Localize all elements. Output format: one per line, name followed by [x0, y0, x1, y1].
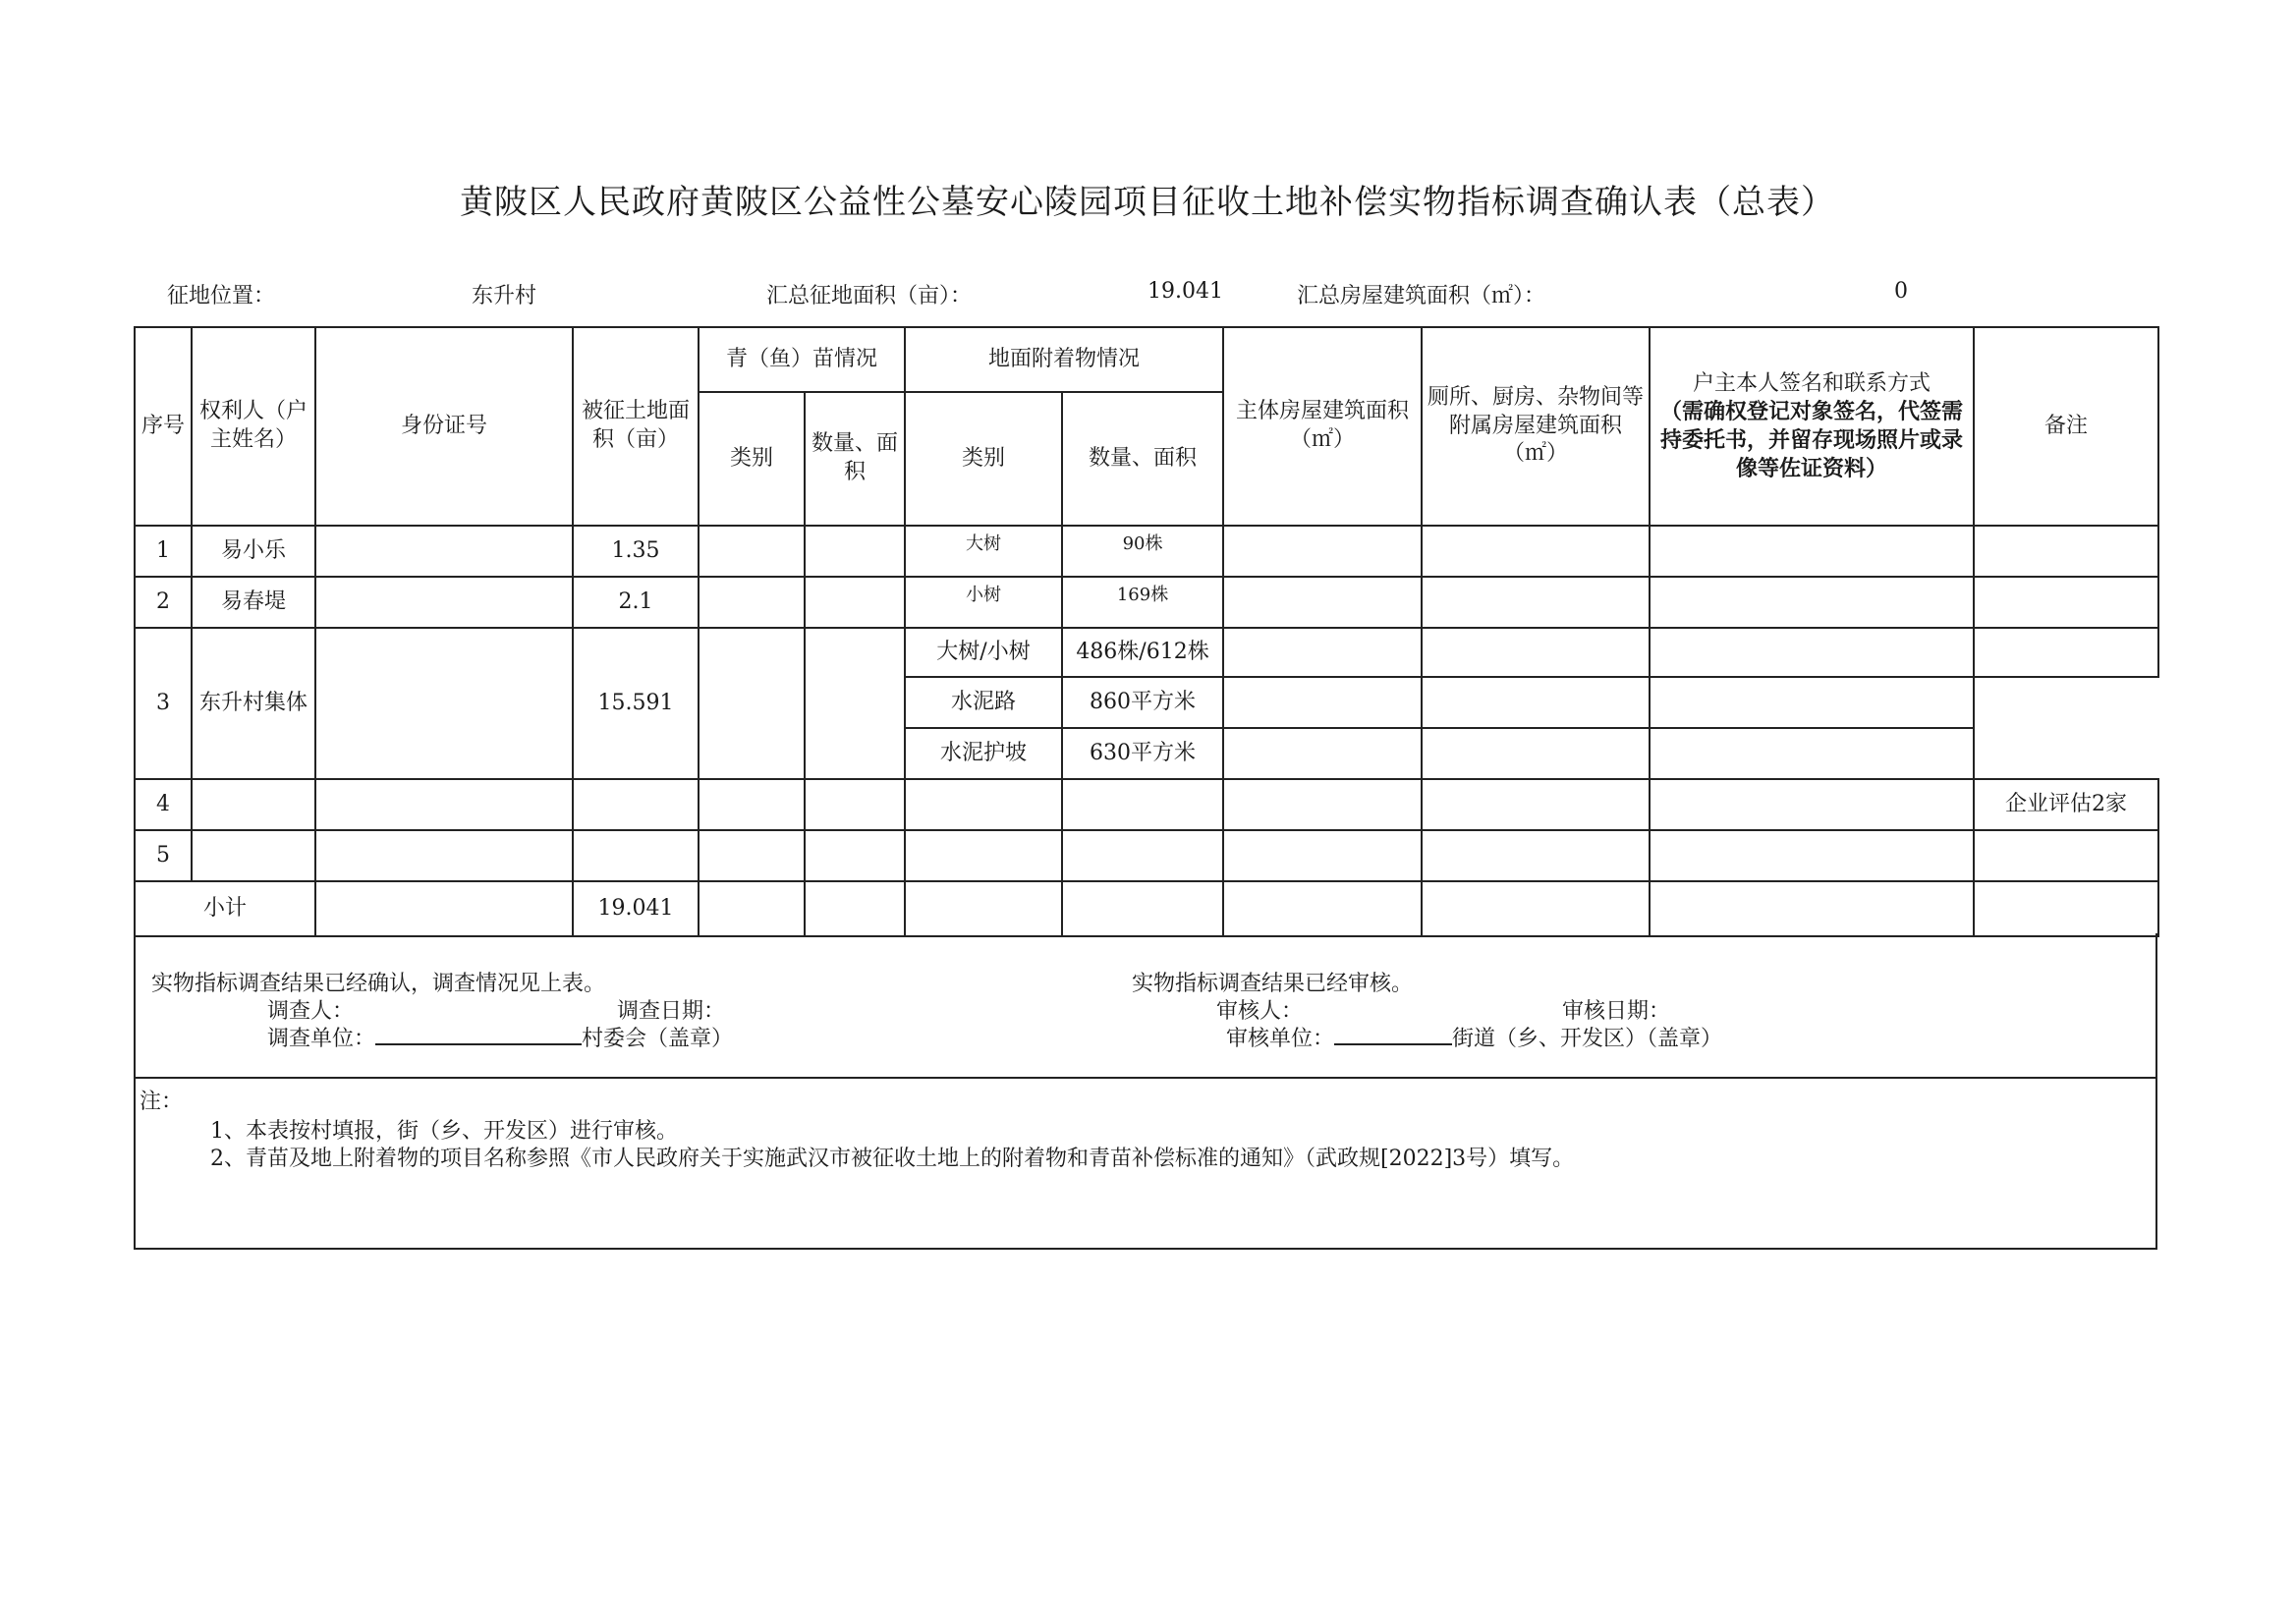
investigate-unit-label: 调查单位：	[267, 1027, 376, 1051]
table-row	[135, 577, 2158, 628]
row-attach-type: 水泥路	[905, 677, 1062, 728]
header-id: 身份证号	[315, 327, 573, 526]
table-row	[135, 628, 2158, 677]
right-confirm-text: 实物指标调查结果已经审核。	[1132, 972, 1414, 996]
village-committee-label: 村委会（盖章）	[582, 1027, 734, 1051]
signature-note: （需确权登记对象签名，代签需持委托书，并留存现场照片或录像等佐证资料）	[1660, 399, 1964, 481]
row-id	[315, 577, 573, 628]
row-owner: 易小乐	[192, 526, 315, 577]
notes-section	[134, 1079, 2157, 1250]
row-area: 15.591	[573, 628, 699, 779]
investigator-label: 调查人：	[267, 999, 355, 1024]
header-remark: 备注	[1974, 327, 2158, 526]
investigate-date-label: 调查日期：	[617, 999, 726, 1024]
total-land-value: 19.041	[1148, 279, 1223, 304]
review-unit-blank	[1334, 1024, 1452, 1045]
row-seq: 3	[135, 628, 192, 779]
header-crops-type: 类别	[699, 392, 805, 526]
street-label: 街道（乡、开发区）（盖章）	[1452, 1027, 1723, 1051]
row-owner: 东升村集体	[192, 628, 315, 779]
row-attach-type: 小树	[905, 577, 1062, 628]
total-building-value: 0	[1894, 279, 1908, 304]
row-attach-qty: 860平方米	[1062, 677, 1223, 728]
header-aux-building: 厕所、厨房、杂物间等附属房屋建筑面积（㎡）	[1422, 327, 1650, 526]
review-unit-label: 审核单位：	[1226, 1027, 1335, 1051]
page-title: 黄陂区人民政府黄陂区公益性公墓安心陵园项目征收土地补偿实物指标调查确认表（总表）	[460, 183, 1835, 222]
header-attach-qty: 数量、面积	[1062, 392, 1223, 526]
row-area: 2.1	[573, 577, 699, 628]
note-1: 1、本表按村填报，街（乡、开发区）进行审核。	[210, 1119, 678, 1144]
row-attach-qty: 169株	[1062, 577, 1223, 628]
table-row	[135, 830, 2158, 881]
signature-title: 户主本人签名和联系方式	[1693, 370, 1931, 396]
table-row	[135, 779, 2158, 830]
subtotal-row	[135, 881, 2158, 936]
subtotal-label: 小计	[135, 881, 315, 936]
header-land-area: 被征土地面积（亩）	[573, 327, 699, 526]
header-owner: 权利人（户主姓名）	[192, 327, 315, 526]
notes-label: 注：	[140, 1090, 184, 1114]
row-attach-type: 大树	[905, 526, 1062, 577]
investigate-unit-row	[267, 1022, 733, 1052]
header-seq: 序号	[135, 327, 192, 526]
total-land-label: 汇总征地面积（亩）：	[766, 284, 973, 308]
header-main-building: 主体房屋建筑面积（㎡）	[1223, 327, 1422, 526]
row-attach-type: 大树/小树	[905, 628, 1062, 677]
header-attach-type: 类别	[905, 392, 1062, 526]
row-seq: 2	[135, 577, 192, 628]
row-id	[315, 526, 573, 577]
row-attach-type: 水泥护坡	[905, 728, 1062, 779]
subtotal-area: 19.041	[573, 881, 699, 936]
header-crops: 青（鱼）苗情况	[699, 327, 905, 392]
row-seq: 5	[135, 830, 192, 881]
location-value: 东升村	[472, 284, 537, 308]
survey-table	[134, 326, 2159, 937]
row-attach-qty: 630平方米	[1062, 728, 1223, 779]
left-confirm-text: 实物指标调查结果已经确认，调查情况见上表。	[151, 972, 606, 996]
row-attach-qty: 486株/612株	[1062, 628, 1223, 677]
note-2: 2、青苗及地上附着物的项目名称参照《市人民政府关于实施武汉市被征收土地上的附着物和青苗补偿标准的通知》（武政规[2022]3号）填写。	[210, 1147, 1575, 1171]
review-date-label: 审核日期：	[1562, 999, 1671, 1024]
row-area: 1.35	[573, 526, 699, 577]
row-remark: 企业评估2家	[1974, 779, 2158, 830]
location-label: 征地位置：	[167, 284, 276, 308]
header-crops-qty: 数量、面积	[805, 392, 905, 526]
row-seq: 4	[135, 779, 192, 830]
header-attach: 地面附着物情况	[905, 327, 1223, 392]
total-building-label: 汇总房屋建筑面积（㎡）：	[1297, 284, 1546, 308]
row-attach-qty: 90株	[1062, 526, 1223, 577]
reviewer-label: 审核人：	[1216, 999, 1304, 1024]
review-unit-row	[1226, 1022, 1722, 1052]
investigate-unit-blank	[375, 1024, 582, 1045]
row-seq: 1	[135, 526, 192, 577]
header-signature	[1650, 327, 1974, 526]
row-owner: 易春堤	[192, 577, 315, 628]
confirmation-section	[134, 933, 2157, 1079]
table-row	[135, 526, 2158, 577]
row-id	[315, 628, 573, 779]
